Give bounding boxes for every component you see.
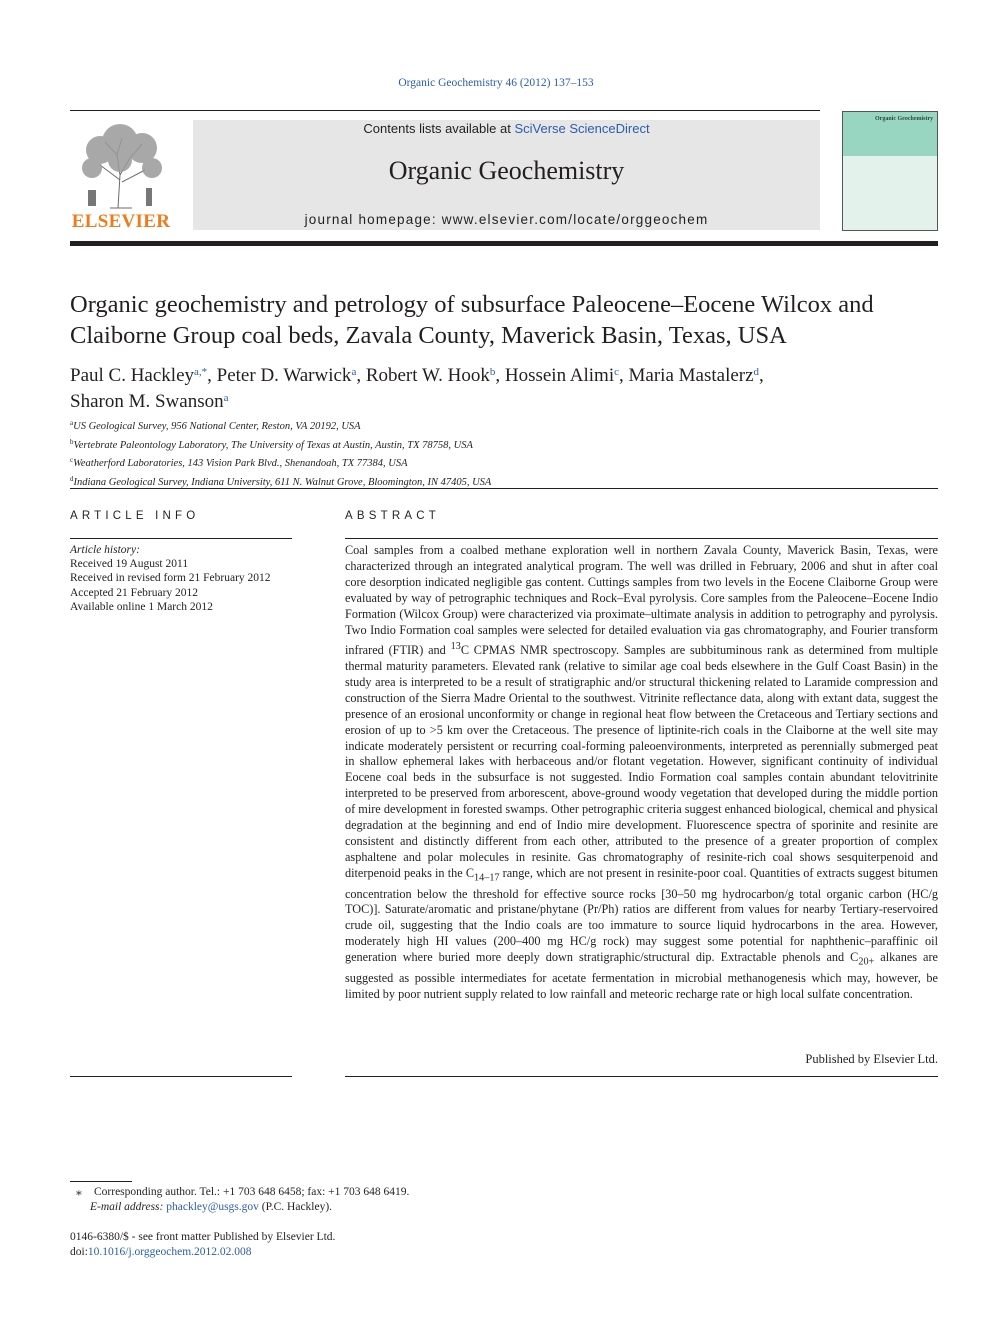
footnote-star: ⁎ xyxy=(76,1186,82,1198)
cover-body xyxy=(843,156,937,230)
affiliation-text: Weatherford Laboratories, 143 Vision Park Blvd., Shenandoah, TX 77384, USA xyxy=(73,458,408,469)
email-link[interactable]: phackley@usgs.gov xyxy=(166,1200,259,1213)
affiliation-key: b xyxy=(70,437,74,446)
journal-title: Organic Geochemistry xyxy=(388,156,625,185)
author-name: Paul C. Hackley xyxy=(70,365,195,386)
affiliation-item xyxy=(70,453,940,472)
header-top-rule xyxy=(70,110,820,111)
homepage-url-link[interactable]: www.elsevier.com/locate/orggeochem xyxy=(441,212,709,227)
abstract-rule xyxy=(345,538,938,539)
article-info-bottom-rule xyxy=(70,1076,292,1077)
author-name: Robert W. Hook xyxy=(365,365,490,386)
footnote-line xyxy=(70,1185,670,1200)
affiliation-text: US Geological Survey, 956 National Center, Reston, VA 20192, USA xyxy=(73,421,361,432)
article-history-label: Article history: xyxy=(70,544,140,556)
abstract-text-part: C CPMAS NMR spectroscopy. Samples are subbituminous rank as determined from multiple thermal maturity parameters. Elevated rank (relative to similar age coal beds elsewhere in the Gulf Coast Basin) in the study area is interpreted to be a result of stratigraphic and/or structural thickening related to Laramide compression and construction of the Sierra Madre Oriental to the southwest. Vitrinite reflectance data, along with extant data, suggest the presence of an erosional unconformity or change in regional heat flow between the Cretaceous and Tertiary sections and erosion of up to >5 km over the Cretaceous. The presence of liptinite-rich coals in the Claiborne at the well site may indicate moderately persistent or recurring coal-forming paleoenvironments, interpreted as perennially submerged peat in shallow ephemeral lakes with herbaceous and/or flotant vegetation. However, significant continuity of individual Eocene coal beds in the subsurface is not suggested. Indio Formation coal samples contain abundant telovitrinite interpreted to be preserved from arborescent, above-ground woody vegetation that developed during the middle portion of mire development in forested swamps. Other petrographic criteria suggest enhanced biological, chemical and physical degradation at the beginning and end of Indio mire development. Fluorescence spectra of sporinite and resinite are consistent and distinctly different from each other, attributed to the presence of a greater proportion of complex asphaltene and polar molecules in resinite. Gas chromatography of resinite-rich coal shows sesquiterpenoid and diterpenoid peaks in the C xyxy=(345,642,938,881)
published-by: Published by Elsevier Ltd. xyxy=(805,1052,938,1066)
cover-title: Organic Geochemistry xyxy=(875,116,934,122)
affiliation-item xyxy=(70,435,940,454)
history-item: Accepted 21 February 2012 xyxy=(70,586,199,599)
abstract-text-part: range, which are not present in resinite-poor coal. Quantities of extracts suggest bitumen concentration below the threshold for effective source rocks [30–50 mg hydrocarbon/g total organic carbon (HC/g TOC)]. Saturate/aromatic and pristane/phytane (Pr/Ph) ratios are different from values for nearby Tertiary-reservoired crude oil, suggesting that the Indio coals are too immature to source liquid hydrocarbons in the area. However, moderately high HI values (200–400 mg HC/g rock) may suggest some potential for naphthenic–paraffinic oil generation where buried more deeply down stratigraphic/structural dip. Extractable phenols and C xyxy=(345,866,938,965)
article-title: Organic geochemistry and petrology of subsurface Paleocene–Eocene Wilcox and Claiborne Group coal beds, Zavala County, Maverick Basin, Texas, USA xyxy=(70,291,874,349)
author-list xyxy=(70,361,940,413)
affiliation-item xyxy=(70,416,940,435)
footnote-rule xyxy=(70,1181,132,1182)
author-affiliation-link[interactable]: a xyxy=(351,366,357,378)
section-divider xyxy=(70,488,938,489)
abstract-subscript: 20+ xyxy=(858,956,875,968)
email-label: E-mail address: xyxy=(90,1200,164,1213)
author-separator: , xyxy=(356,365,366,386)
affiliation-text: Vertebrate Paleontology Laboratory, The University of Texas at Austin, Austin, TX 78758, USA xyxy=(73,439,473,451)
article-history xyxy=(70,543,292,614)
abstract-superscript: 13 xyxy=(450,640,461,652)
journal-reference-link[interactable]: Organic Geochemistry 46 (2012) 137–153 xyxy=(398,77,594,89)
doi-line xyxy=(70,1245,670,1260)
homepage-prefix: journal homepage: xyxy=(304,212,442,227)
abstract-text-part: Coal samples from a coalbed methane exploration well in northern Zavala County, Maverick Basin, Texas, were characterized through an integrated analytical program. The well was drilled in February, 2006 and shut in after coal core desorption indicated negligible gas content. Cuttings samples from two levels in the Eocene Claiborne Group were evaluated by way of petrographic techniques and Rock–Eval pyrolysis. Core samples from the Paleocene–Eocene Indio Formation (Wilcox Group) were characterized via proximate–ultimate analysis in addition to petrography and pyrolysis. Two Indio Formation coal samples were selected for detailed evaluation via gas chromatography, and Fourier transform infrared (FTIR) and xyxy=(345,543,938,657)
issn-doi-block xyxy=(70,1230,670,1259)
doi-link[interactable]: 10.1016/j.orggeochem.2012.02.008 xyxy=(87,1245,252,1258)
abstract-text-part: alkanes are suggested as possible intermediates for acetate fermentation in microbial methanogenesis which may, however, be limited by poor nutrient supply related to low rainfall and meteoric recharge rate or high local sulfate concentration. xyxy=(345,950,938,1001)
author-affiliation-link[interactable]: d xyxy=(753,366,760,378)
author-affiliation-link[interactable]: c xyxy=(614,366,620,378)
sciencedirect-link[interactable]: SciVerse ScienceDirect xyxy=(514,121,650,136)
corresponding-author-text: Corresponding author. Tel.: +1 703 648 6458; fax: +1 703 648 6419. xyxy=(94,1186,410,1198)
author-affiliation-link[interactable]: a,* xyxy=(194,366,208,378)
author-separator: , xyxy=(759,365,764,386)
article-info-rule xyxy=(70,538,292,539)
abstract-bottom-rule xyxy=(345,1076,938,1077)
contents-availability-line xyxy=(193,121,820,136)
author-name: Peter D. Warwick xyxy=(216,365,352,386)
author-name: Maria Mastalerz xyxy=(628,365,754,386)
author-affiliation-link[interactable]: b xyxy=(489,366,496,378)
affiliation-text: Indiana Geological Survey, Indiana University, 611 N. Walnut Grove, Bloomington, IN 47405, USA xyxy=(73,476,492,488)
author-name: Sharon M. Swanson xyxy=(70,391,224,412)
author-affiliation-link[interactable]: a xyxy=(223,392,229,404)
author-name: Hossein Alimi xyxy=(504,365,615,386)
affiliation-key: d xyxy=(70,474,74,483)
author-separator: , xyxy=(495,365,505,386)
corresponding-author-footnote xyxy=(70,1185,670,1214)
journal-homepage-line xyxy=(193,212,820,227)
author-separator: , xyxy=(619,365,629,386)
abstract-heading: ABSTRACT xyxy=(345,510,440,522)
elsevier-logo-wordmark: ELSEVIER xyxy=(71,211,171,232)
email-suffix: (P.C. Hackley). xyxy=(258,1200,333,1213)
abstract-subscript: 14–17 xyxy=(474,872,500,884)
abstract-body xyxy=(345,543,938,1003)
contents-prefix: Contents lists available at xyxy=(363,121,515,136)
issn-line: 0146-6380/$ - see front matter Published by Elsevier Ltd. xyxy=(70,1231,336,1243)
history-item: Received 19 August 2011 xyxy=(70,558,189,571)
journal-cover-thumbnail[interactable] xyxy=(842,111,938,231)
article-info-heading: ARTICLE INFO xyxy=(70,510,200,522)
affiliation-list xyxy=(70,416,940,490)
history-item: Received in revised form 21 February 2012 xyxy=(70,572,271,585)
header-thick-rule xyxy=(70,241,938,246)
history-item: Available online 1 March 2012 xyxy=(70,600,213,613)
doi-label: doi: xyxy=(70,1245,88,1258)
footnote-line xyxy=(70,1200,670,1215)
affiliation-key: c xyxy=(70,456,74,464)
affiliation-key: a xyxy=(70,419,74,427)
author-separator: , xyxy=(207,365,217,386)
